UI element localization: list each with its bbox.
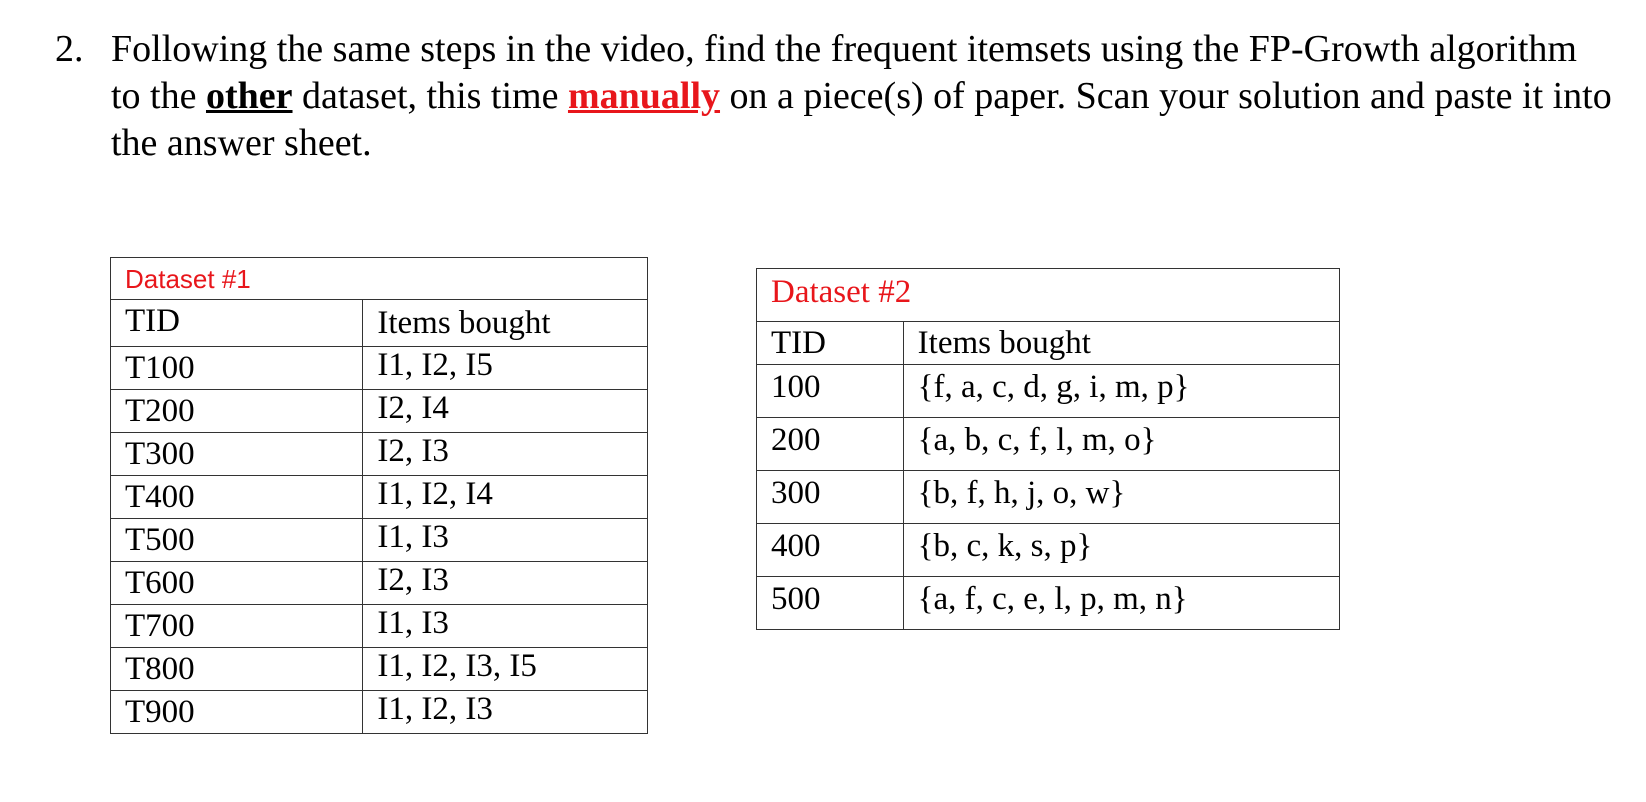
items-cell: I1, I2, I4 [363,476,648,519]
dataset1-title-row [111,258,648,300]
items-cell: {a, b, c, f, l, m, o} [903,418,1339,471]
tid-cell: T800 [111,648,363,691]
dataset2-table [756,268,1340,630]
tid-cell: T500 [111,519,363,562]
tid-cell: T700 [111,605,363,648]
items-cell: I1, I3 [363,605,648,648]
table-row [111,476,648,519]
dataset2-header-tid: TID [757,322,904,365]
items-cell: I1, I2, I5 [363,347,648,390]
items-cell: I2, I3 [363,433,648,476]
table-row [111,648,648,691]
dataset1-title-cell [111,258,648,300]
table-row [111,433,648,476]
emphasis-other: other [205,75,293,117]
items-cell: I1, I2, I3 [363,691,648,734]
dataset1-header-items: Items bought [363,300,648,347]
table-row [111,691,648,734]
tid-cell: T400 [111,476,363,519]
items-cell: {f, a, c, d, g, i, m, p} [903,365,1339,418]
table-row [757,365,1340,418]
items-cell: {b, c, k, s, p} [903,524,1339,577]
tid-cell: 400 [757,524,904,577]
dataset1-title: Dataset #1 [125,264,251,294]
table-row [111,347,648,390]
tid-cell: T100 [111,347,363,390]
table-row [757,524,1340,577]
dataset2-title-cell [757,269,1340,322]
question-text [111,26,1615,167]
table-row [111,390,648,433]
dataset2-header-items: Items bought [903,322,1339,365]
items-cell: I2, I3 [363,562,648,605]
table-row [757,471,1340,524]
dataset1-table [110,257,648,734]
question-number: 2. [55,28,84,70]
tid-cell: T600 [111,562,363,605]
tid-cell: 500 [757,577,904,630]
table-row [757,577,1340,630]
table-row [111,605,648,648]
items-cell: I1, I3 [363,519,648,562]
table-row [757,418,1340,471]
question-block [55,26,1615,167]
tid-cell: 200 [757,418,904,471]
tid-cell: 100 [757,365,904,418]
emphasis-manually: manually [567,75,721,117]
items-cell: I2, I4 [363,390,648,433]
dataset2-title: Dataset #2 [771,274,912,310]
tid-cell: T200 [111,390,363,433]
dataset2-header-row [757,322,1340,365]
items-cell: {a, f, c, e, l, p, m, n} [903,577,1339,630]
question-text-part-1: Following the same steps in the video, find the frequent itemsets using the FP-Growth algorithm to the [111,28,1577,117]
dataset2-title-row [757,269,1340,322]
tid-cell: T300 [111,433,363,476]
items-cell: I1, I2, I3, I5 [363,648,648,691]
dataset1-header-tid: TID [111,300,363,347]
items-cell: {b, f, h, j, o, w} [903,471,1339,524]
tid-cell: T900 [111,691,363,734]
table-row [111,519,648,562]
dataset1-header-row [111,300,648,347]
question-text-part-2: dataset, this time [292,75,568,117]
table-row [111,562,648,605]
question-text-part-3: on a piece(s) of paper. Scan your solution and paste it into the answer sheet. [111,75,1612,164]
tid-cell: 300 [757,471,904,524]
